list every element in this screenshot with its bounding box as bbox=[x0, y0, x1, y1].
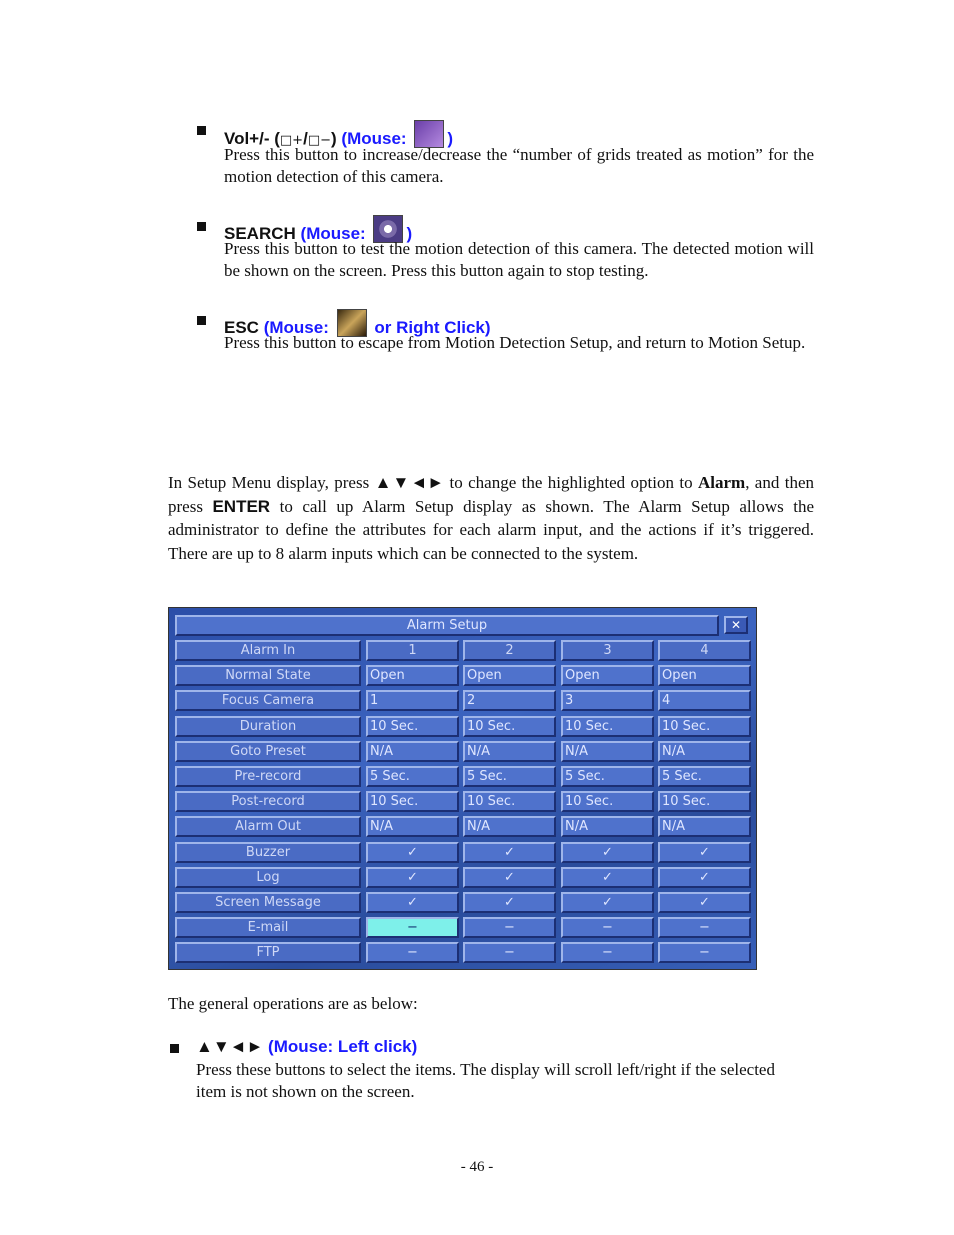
setting-value-cell[interactable]: 2 bbox=[463, 690, 556, 711]
alarm-column-header: 2 bbox=[463, 640, 556, 661]
setting-value-cell[interactable]: 4 bbox=[658, 690, 751, 711]
search-mouse-label: (Mouse: bbox=[300, 224, 366, 243]
bullet-marker bbox=[197, 126, 206, 135]
setting-value-cell[interactable]: − bbox=[658, 942, 751, 963]
setting-value-cell[interactable]: − bbox=[658, 917, 751, 938]
setting-value-cell[interactable]: N/A bbox=[658, 816, 751, 837]
setting-label: Log bbox=[175, 867, 361, 888]
vol-mouse-label: (Mouse: bbox=[341, 129, 407, 148]
setting-label: E-mail bbox=[175, 917, 361, 938]
setting-value-cell[interactable]: ✓ bbox=[658, 892, 751, 913]
setting-value-cell[interactable]: ✓ bbox=[658, 842, 751, 863]
setting-value-cell[interactable]: ✓ bbox=[366, 842, 459, 863]
setting-value-cell[interactable]: N/A bbox=[463, 816, 556, 837]
setting-value-cell[interactable]: N/A bbox=[366, 816, 459, 837]
setting-value-cell[interactable]: Open bbox=[366, 665, 459, 686]
setting-label: Focus Camera bbox=[175, 690, 361, 711]
intro-text-4: to call up Alarm Setup display as shown. The Alarm Setup allows the administrator to define the attributes for each alarm input, and the actions if it’s triggered. There are up to 8 alarm inputs which can be connected to the system. bbox=[168, 496, 815, 563]
bullet-marker bbox=[197, 222, 206, 231]
alarm-column-header: 4 bbox=[658, 640, 751, 661]
nav-arrow-keys: ▲▼◄► bbox=[196, 1037, 264, 1056]
setting-value-cell[interactable]: − bbox=[463, 917, 556, 938]
general-ops-text: The general operations are as below: bbox=[168, 994, 418, 1013]
setting-value-cell[interactable]: − bbox=[366, 917, 459, 938]
setting-label: Post-record bbox=[175, 791, 361, 812]
setting-value-cell[interactable]: 10 Sec. bbox=[658, 791, 751, 812]
alarm-in-header: Alarm In bbox=[175, 640, 361, 661]
setting-value-cell[interactable]: 10 Sec. bbox=[366, 791, 459, 812]
intro-text-3: , and then press bbox=[168, 473, 814, 516]
enter-key: ENTER bbox=[212, 496, 271, 516]
setting-value-cell[interactable]: 3 bbox=[561, 690, 654, 711]
setting-value-cell[interactable]: 10 Sec. bbox=[366, 716, 459, 737]
setting-value-cell[interactable]: N/A bbox=[366, 741, 459, 762]
nav-heading bbox=[196, 1037, 417, 1057]
setting-value-cell[interactable]: − bbox=[561, 917, 654, 938]
setting-value-cell[interactable]: N/A bbox=[463, 741, 556, 762]
setting-value-cell[interactable]: ✓ bbox=[561, 867, 654, 888]
alarm-column-header: 1 bbox=[366, 640, 459, 661]
alarm-setup-screen bbox=[168, 607, 757, 970]
vol-plus-symbol: □+ bbox=[279, 133, 304, 148]
vol-key-close: ) bbox=[331, 129, 337, 148]
setting-label: Duration bbox=[175, 716, 361, 737]
setting-value-cell[interactable]: ✓ bbox=[463, 892, 556, 913]
setting-label: Normal State bbox=[175, 665, 361, 686]
setting-value-cell[interactable]: ✓ bbox=[366, 892, 459, 913]
setting-value-cell[interactable]: ✓ bbox=[463, 867, 556, 888]
setting-value-cell[interactable]: − bbox=[561, 942, 654, 963]
bullet-marker bbox=[197, 316, 206, 325]
arrow-keys: ▲▼◄► bbox=[374, 473, 445, 492]
intro-paragraph bbox=[168, 471, 814, 565]
setting-value-cell[interactable]: ✓ bbox=[366, 867, 459, 888]
setting-value-cell[interactable]: 1 bbox=[366, 690, 459, 711]
setting-label: Alarm Out bbox=[175, 816, 361, 837]
intro-text-1: In Setup Menu display, press bbox=[168, 473, 370, 492]
esc-key: ESC bbox=[224, 318, 259, 337]
setting-value-cell[interactable]: ✓ bbox=[463, 842, 556, 863]
search-mouse-close: ) bbox=[406, 224, 413, 243]
alarm-setup-title: Alarm Setup bbox=[175, 615, 719, 636]
setting-value-cell[interactable]: Open bbox=[463, 665, 556, 686]
nav-mouse-label: (Mouse: Left click) bbox=[268, 1037, 418, 1056]
setting-value-cell[interactable]: 10 Sec. bbox=[561, 791, 654, 812]
setting-value-cell[interactable]: N/A bbox=[658, 741, 751, 762]
alarm-word: Alarm bbox=[697, 473, 746, 492]
setting-value-cell[interactable]: ✓ bbox=[658, 867, 751, 888]
setting-value-cell[interactable]: 5 Sec. bbox=[658, 766, 751, 787]
setting-value-cell[interactable]: − bbox=[366, 942, 459, 963]
search-description: Press this button to test the motion detection of this camera. The detected motion will be shown on the screen. Press this button again to stop testing. bbox=[224, 239, 814, 280]
vol-heading: Vol+/- (□+/□−) (Mouse: ) bbox=[224, 120, 453, 149]
setting-value-cell[interactable]: ✓ bbox=[561, 892, 654, 913]
setting-label: FTP bbox=[175, 942, 361, 963]
bullet-marker bbox=[170, 1044, 179, 1053]
vol-key: Vol+/- ( bbox=[224, 129, 280, 148]
setting-value-cell[interactable]: 10 Sec. bbox=[561, 716, 654, 737]
vol-description: Press this button to increase/decrease the “number of grids treated as motion” for the motion detection of this camera. bbox=[224, 145, 814, 186]
setting-label: Buzzer bbox=[175, 842, 361, 863]
esc-mouse-close: or Right Click) bbox=[374, 318, 491, 337]
vol-minus-symbol: □− bbox=[307, 133, 331, 148]
setting-value-cell[interactable]: − bbox=[463, 942, 556, 963]
setting-label: Pre-record bbox=[175, 766, 361, 787]
setting-value-cell[interactable]: 10 Sec. bbox=[463, 716, 556, 737]
vol-mouse-close: ) bbox=[447, 129, 453, 148]
alarm-column-header: 3 bbox=[561, 640, 654, 661]
search-key: SEARCH bbox=[224, 224, 296, 243]
setting-value-cell[interactable]: Open bbox=[658, 665, 751, 686]
nav-description: Press these buttons to select the items. The display will scroll left/right if the selected item is not shown on the screen. bbox=[196, 1060, 775, 1101]
setting-value-cell[interactable]: 10 Sec. bbox=[658, 716, 751, 737]
setting-value-cell[interactable]: 10 Sec. bbox=[463, 791, 556, 812]
intro-text-2: to change the highlighted option to bbox=[449, 473, 693, 492]
esc-mouse-label: (Mouse: bbox=[263, 318, 329, 337]
setting-label: Screen Message bbox=[175, 892, 361, 913]
esc-description: Press this button to escape from Motion Detection Setup, and return to Motion Setup. bbox=[224, 333, 806, 352]
setting-value-cell[interactable]: 5 Sec. bbox=[463, 766, 556, 787]
setting-value-cell[interactable]: 5 Sec. bbox=[561, 766, 654, 787]
close-icon[interactable]: ✕ bbox=[724, 616, 748, 634]
setting-value-cell[interactable]: 5 Sec. bbox=[366, 766, 459, 787]
setting-label: Goto Preset bbox=[175, 741, 361, 762]
setting-value-cell[interactable]: N/A bbox=[561, 741, 654, 762]
setting-value-cell[interactable]: N/A bbox=[561, 816, 654, 837]
setting-value-cell[interactable]: Open bbox=[561, 665, 654, 686]
setting-value-cell[interactable]: ✓ bbox=[561, 842, 654, 863]
page-number: - 46 - bbox=[460, 1159, 494, 1175]
